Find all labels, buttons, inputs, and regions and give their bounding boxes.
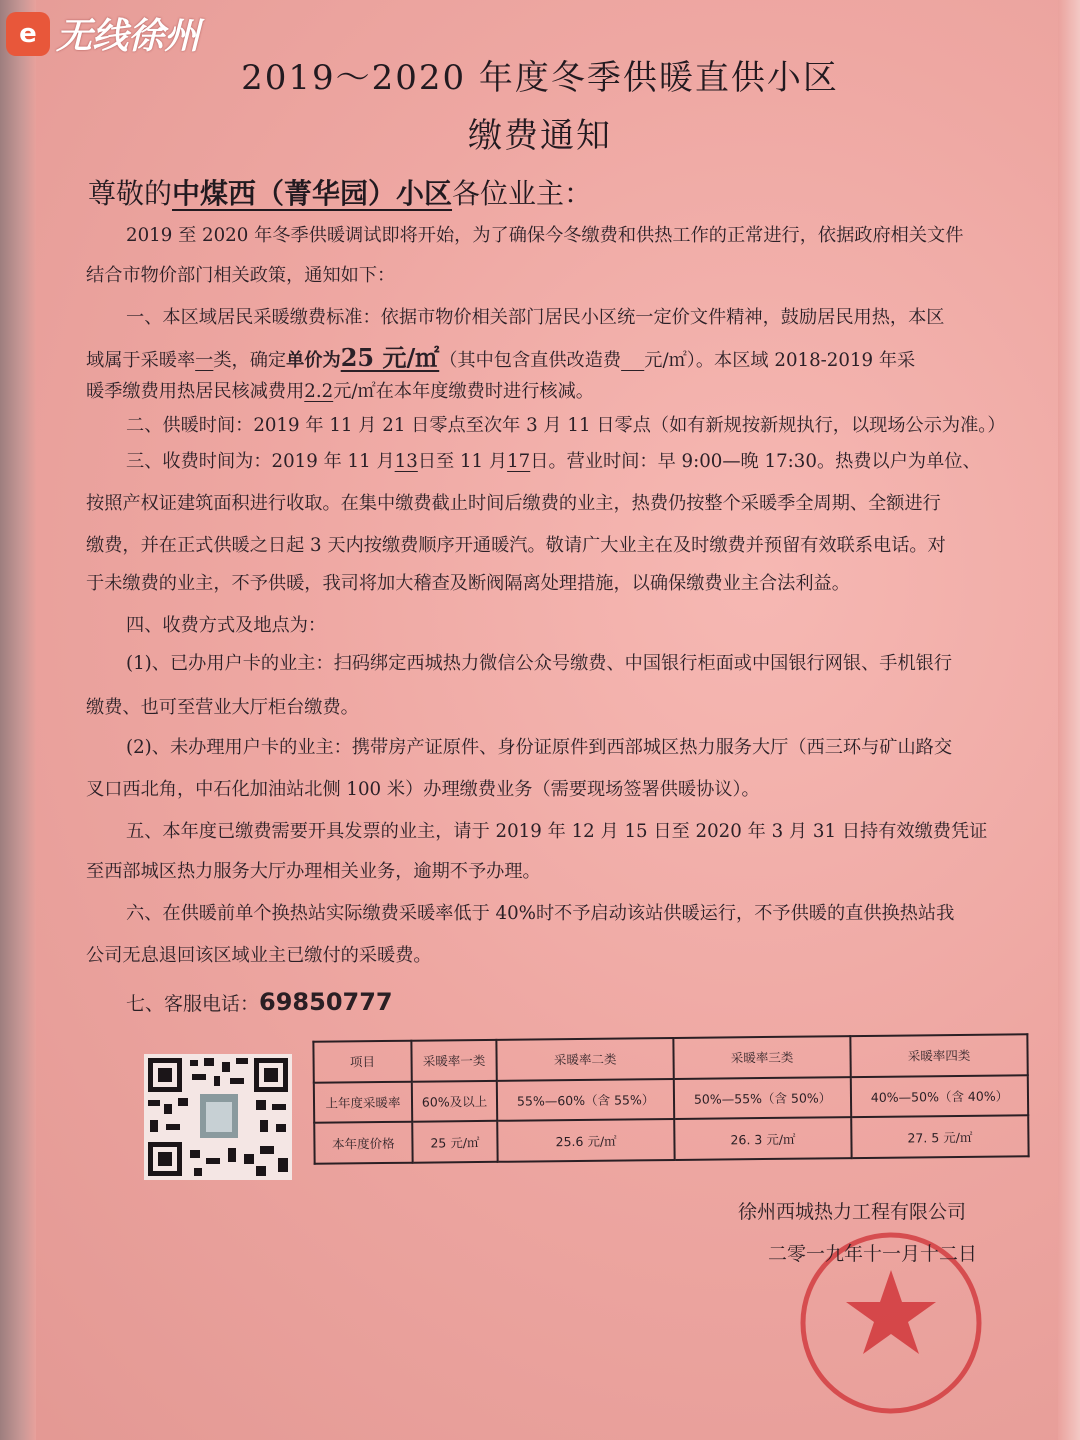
intro-line-2: 结合市物价部门相关政策，通知如下： xyxy=(86,265,396,286)
section-3-line-4: 于未缴费的业主，不予供暖，我司将加大稽查及断阀隔离处理措施，以确保缴费业主合法利益。 xyxy=(86,573,850,594)
section-3-line-1: 三、收费时间为：2019 年 11 月13日至 11 月17日。营业时间：早 9:00—晚 17:30。热费以户为单位、 xyxy=(126,451,981,472)
table-header-cell: 采暖率一类 xyxy=(411,1040,497,1082)
service-phone xyxy=(126,988,393,1016)
logo-text: 无线徐州 xyxy=(56,16,201,57)
unit-price: 25 元/㎡ xyxy=(340,343,440,372)
service-phone-number: 69850777 xyxy=(259,988,393,1016)
greeting xyxy=(88,172,592,212)
greeting-prefix: 尊敬的 xyxy=(88,177,173,210)
section-3-line-2: 按照产权证建筑面积进行收取。在集中缴费截止时间后缴费的业主，热费仍按整个采暖季全周期、全额进行 xyxy=(86,493,941,514)
section-1-line-3: 暖季缴费用热居民核减费用2.2元/㎡在本年度缴费时进行核减。 xyxy=(86,381,594,402)
section-6-line-1: 六、在供暖前单个换热站实际缴费采暖率低于 40%时不予启动该站供暖运行，不予供暖的直供换热站我 xyxy=(126,903,955,924)
table-cell: 50%—55%（含 50%） xyxy=(674,1077,851,1120)
section-2: 二、供暖时间：2019 年 11 月 21 日零点至次年 3 月 11 日零点（如有新规按新规执行，以现场公示为准。） xyxy=(126,415,1006,436)
company-name: 徐州西城热力工程有限公司 xyxy=(738,1201,967,1223)
section-4-2-line-1: (2)、未办理用户卡的业主：携带房产证原件、身份证原件到西部城区热力服务大厅（西三环与矿山路交 xyxy=(126,737,953,758)
section-3-line-3: 缴费，并在正式供暖之日起 3 天内按缴费顺序开通暖汽。敬请广大业主在及时缴费并预留有效联系电话。对 xyxy=(86,535,946,556)
table-header-cell: 采暖率二类 xyxy=(497,1038,674,1081)
table-header-cell: 项目 xyxy=(313,1041,411,1083)
table-header-cell: 采暖率四类 xyxy=(850,1034,1027,1077)
greeting-suffix: 各位业主： xyxy=(452,177,593,210)
section-4-2-line-2: 叉口西北角，中石化加油站北侧 100 米）办理缴费业务（需要现场签署供暖协议）。 xyxy=(86,779,760,800)
deduction-value: 2.2 xyxy=(304,381,334,402)
table-cell: 本年度价格 xyxy=(314,1122,412,1164)
table-cell: 上年度采暖率 xyxy=(314,1081,412,1123)
table-cell: 25.6 元/㎡ xyxy=(497,1119,674,1162)
fee-table xyxy=(312,1033,1029,1164)
page-edge-right xyxy=(1058,0,1080,1440)
table-header-cell: 采暖率三类 xyxy=(673,1036,850,1079)
service-phone-label: 七、客服电话： xyxy=(126,993,260,1015)
section-5-line-2: 至西部城区热力服务大厅办理相关业务，逾期不予办理。 xyxy=(86,861,541,882)
table-cell: 26. 3 元/㎡ xyxy=(674,1117,851,1160)
binder-edge-left xyxy=(0,0,36,1440)
table-cell: 55%—60%（含 55%） xyxy=(497,1079,674,1122)
intro-line-1: 2019 至 2020 年冬季供暖调试即将开始，为了确保今冬缴费和供热工作的正常进行，依据政府相关文件 xyxy=(126,225,964,246)
section-4-1-line-1: (1)、已办用户卡的业主：扫码绑定西城热力微信公众号缴费、中国银行柜面或中国银行网银、手机银行 xyxy=(126,653,953,674)
section-6-line-2: 公司无息退回该区域业主已缴付的采暖费。 xyxy=(86,945,432,966)
section-4-heading: 四、收费方式及地点为： xyxy=(126,615,327,636)
table-row xyxy=(314,1116,1028,1164)
qr-code-icon[interactable] xyxy=(144,1054,292,1180)
issue-date: 二零一九年十一月十二日 xyxy=(768,1243,978,1265)
logo-mark-icon: e xyxy=(6,12,50,56)
table-cell: 25 元/㎡ xyxy=(412,1121,498,1163)
section-4-1-line-2: 缴费、也可至营业大厅柜台缴费。 xyxy=(86,697,359,718)
heating-class: 一 xyxy=(195,350,214,371)
notice-title-line2: 缴费通知 xyxy=(468,116,612,156)
section-1-line-1: 一、本区域居民采暖缴费标准：依据市物价相关部门居民小区统一定价文件精神，鼓励居民用热，本区 xyxy=(126,307,945,328)
table-cell: 60%及以上 xyxy=(412,1080,498,1122)
table-cell: 40%—50%（含 40%） xyxy=(851,1075,1028,1118)
section-5-line-1: 五、本年度已缴费需要开具发票的业主，请于 2019 年 12 月 15 日至 2020 年 3 月 31 日持有效缴费凭证 xyxy=(126,821,988,842)
notice-title-line1: 2019～2020 年度冬季供暖直供小区 xyxy=(241,58,839,98)
section-1-line-2: 域属于采暖率一类，确定单价为25 元/㎡（其中包含直供改造费 元/㎡）。本区域 2018-2019 年采 xyxy=(86,343,916,372)
table-cell: 27. 5 元/㎡ xyxy=(851,1116,1028,1159)
estate-name: 中煤西（菁华园）小区 xyxy=(172,177,453,210)
